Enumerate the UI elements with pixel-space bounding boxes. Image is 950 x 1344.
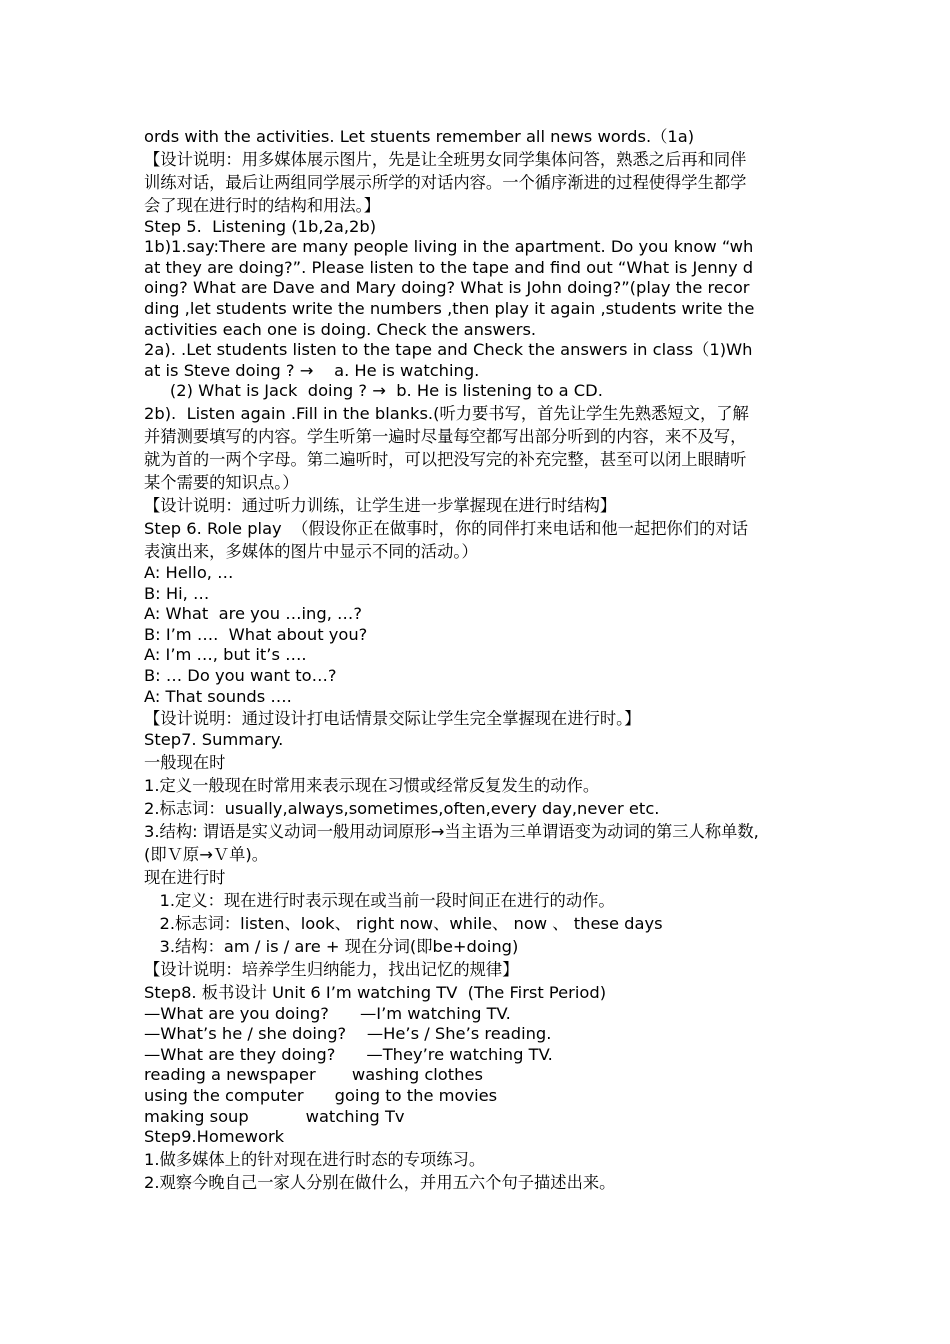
text-line: 3.结构：am / is / are + 现在分词(即be+doing) (144, 936, 519, 956)
dialogue-line: B: I’m …. What about you? (144, 624, 368, 644)
text-line: 2b). Listen again .Fill in the blanks.(听力要书写，首先让学生先熟悉短文，了解 (144, 403, 749, 423)
step-heading: Step 5. Listening (1b,2a,2b) (144, 216, 377, 236)
dialogue-line: A: Hello, … (144, 562, 234, 582)
text-line: 【设计说明：用多媒体展示图片，先是让全班男女同学集体问答，熟悉之后再和同伴 (144, 149, 747, 169)
text-line: 2.标志词：usually,always,sometimes,often,every day,never etc. (144, 798, 660, 818)
section-title: 一般现在时 (144, 752, 226, 772)
board-line: —What are they doing? —They’re watching TV. (144, 1044, 553, 1064)
step-heading: Step7. Summary. (144, 730, 284, 750)
step-heading: Step9.Homework (144, 1127, 285, 1147)
text-line: 就为首的一两个字母。第二遍听时，可以把没写完的补充完整，甚至可以闭上眼睛听 (144, 449, 747, 469)
board-line: reading a newspaper washing clothes (144, 1065, 483, 1085)
section-title: 现在进行时 (144, 867, 226, 887)
text-line: 1b)1.say:There are many people living in the apartment. Do you know “wh (144, 237, 754, 257)
text-line: at they are doing?”. Please listen to the tape and find out “What is Jenny d (144, 257, 754, 277)
text-line: (即Ｖ原→Ｖ单)。 (144, 844, 269, 864)
text-line: 3.结构: 谓语是实义动词一般用动词原形→当主语为三单谓语变为动词的第三人称单数, (144, 821, 759, 841)
text-line: 2.观察今晚自己一家人分别在做什么，并用五六个句子描述出来。 (144, 1172, 616, 1192)
text-line: oing? What are Dave and Mary doing? What is John doing?”(play the recor (144, 278, 750, 298)
dialogue-line: B: … Do you want to…? (144, 665, 337, 685)
text-line: (2) What is Jack doing ? → b. He is listening to a CD. (144, 381, 603, 401)
step-heading: Step8. 板书设计 Unit 6 I’m watching TV (The First Period) (144, 982, 607, 1002)
text-line: ding ,let students write the numbers ,then play it again ,students write the (144, 298, 755, 318)
board-line: making soup watching Tv (144, 1106, 405, 1126)
text-line: ords with the activities. Let stuents remember all news words.（1a) (144, 127, 695, 146)
text-line: 2.标志词：listen、look、 right now、while、 now 、 these days (144, 913, 663, 933)
dialogue-line: A: That sounds …. (144, 686, 292, 706)
dialogue-line: A: I’m …, but it’s …. (144, 645, 307, 665)
text-line: 【设计说明：培养学生归纳能力，找出记忆的规律】 (144, 959, 519, 979)
text-line: at is Steve doing ? → a. He is watching. (144, 360, 480, 380)
text-line: activities each one is doing. Check the answers. (144, 319, 537, 339)
document-body (144, 127, 816, 1194)
text-line: 2a). .Let students listen to the tape and Check the answers in class（1)Wh (144, 340, 753, 360)
text-line: 训练对话，最后让两组同学展示所学的对话内容。一个循序渐进的过程使得学生都学 (144, 172, 747, 192)
text-line: 表演出来，多媒体的图片中显示不同的活动。） (144, 541, 478, 561)
text-line: 并猜测要填写的内容。学生听第一遍时尽量每空都写出部分听到的内容，来不及写， (144, 426, 747, 446)
dialogue-line: B: Hi, … (144, 583, 210, 603)
text-line: 【设计说明：通过设计打电话情景交际让学生完全掌握现在进行时。】 (144, 709, 641, 729)
step-heading: Step 6. Role play （假设你正在做事时，你的同伴打来电话和他一起把你们的对话 (144, 518, 748, 538)
board-line: —What’s he / she doing? —He’s / She’s reading. (144, 1024, 552, 1044)
board-line: using the computer going to the movies (144, 1086, 498, 1106)
board-line: —What are you doing? —I’m watching TV. (144, 1003, 511, 1023)
text-line: 【设计说明：通过听力训练，让学生进一步掌握现在进行时结构】 (144, 495, 617, 515)
text-line: 1.做多媒体上的针对现在进行时态的专项练习。 (144, 1149, 486, 1169)
text-line: 1.定义一般现在时常用来表示现在习惯或经常反复发生的动作。 (144, 775, 600, 795)
text-line: 某个需要的知识点。） (144, 472, 299, 492)
dialogue-line: A: What are you …ing, …? (144, 604, 362, 624)
text-line: 会了现在进行时的结构和用法。】 (144, 195, 381, 215)
text-line: 1.定义：现在进行时表示现在或当前一段时间正在进行的动作。 (144, 890, 615, 910)
